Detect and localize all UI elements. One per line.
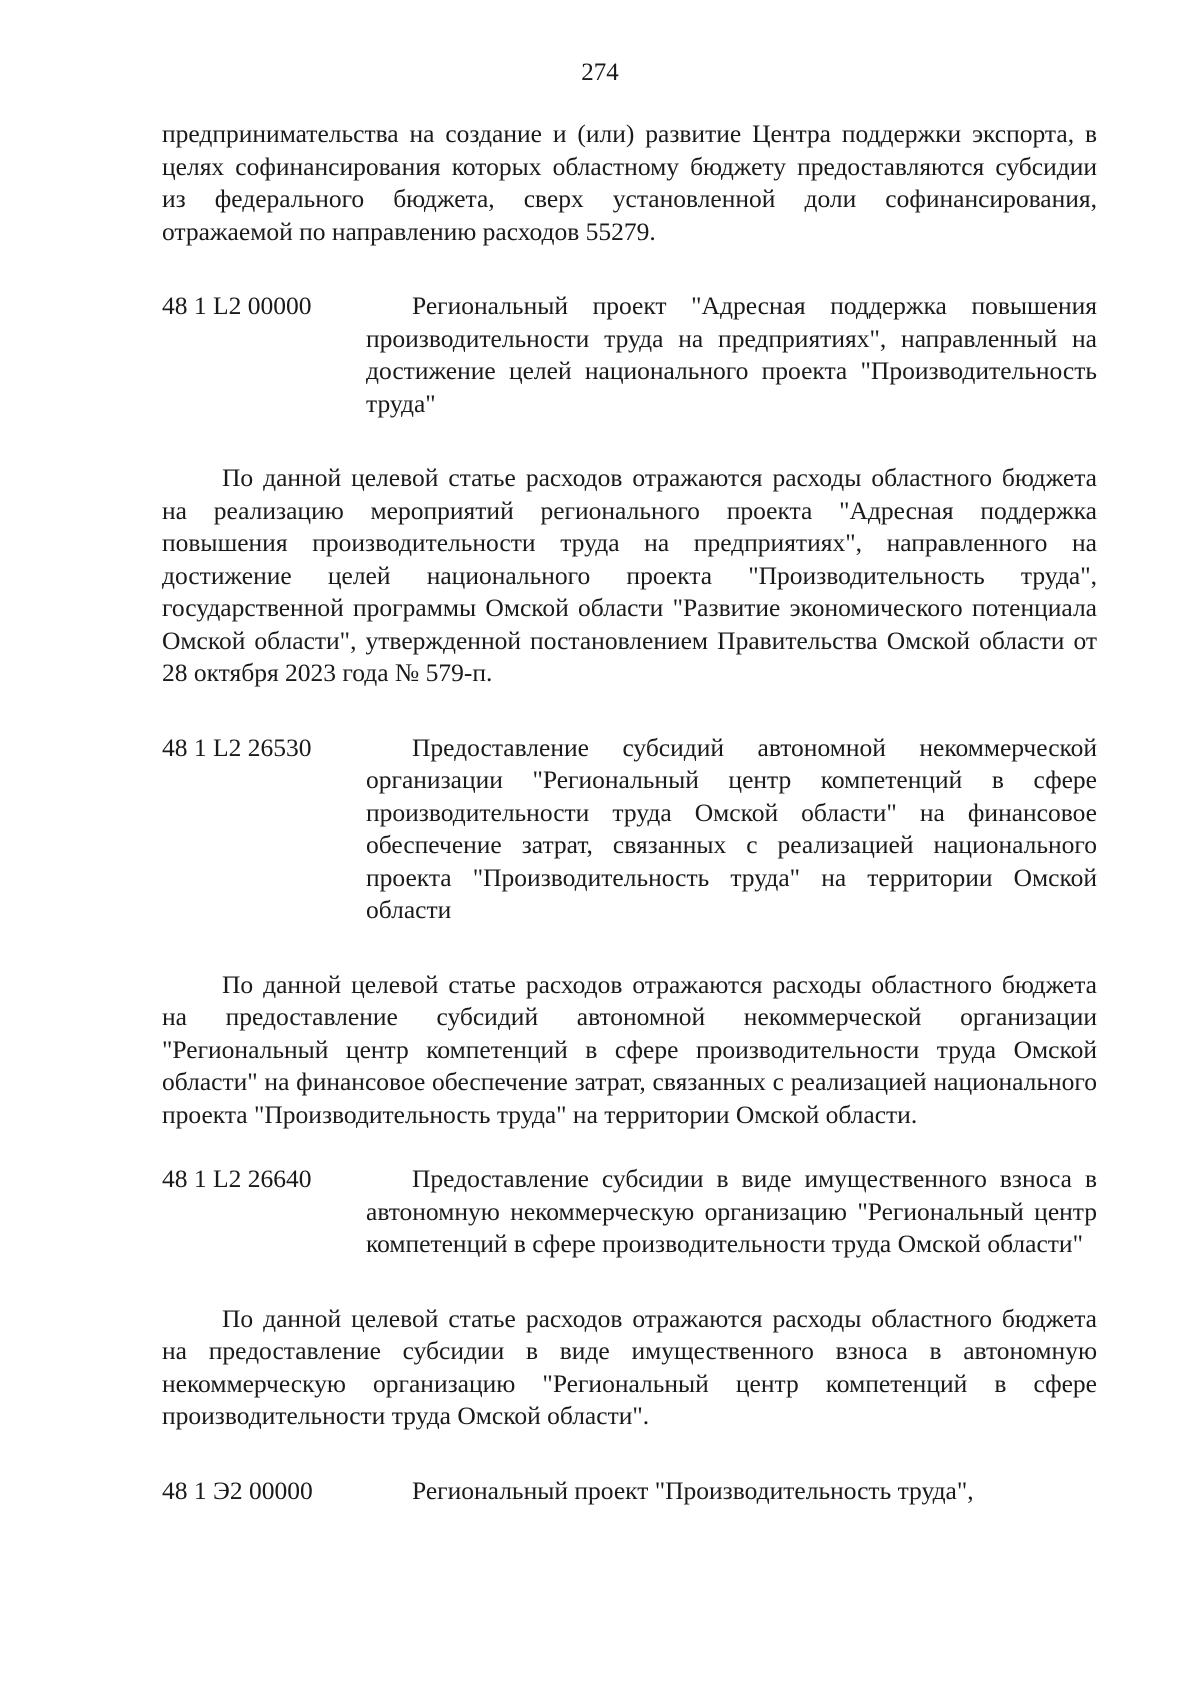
entry-title: Предоставление субсидии в виде имущественного взноса в автономную некоммерческую организацию "Региональный центр компетенций в сфере производительности труда Омской области": [366, 1164, 1097, 1258]
entry-title: Региональный проект "Производительность труда",: [412, 1475, 974, 1505]
page-number: 274: [581, 59, 619, 86]
entry-code: 48 1 L2 00000: [162, 291, 312, 320]
paragraph: По данной целевой статье расходов отражаются расходы областного бюджета на предоставление субсидии в виде имущественного взноса в автономную некоммерческую организацию "Региональный центр компетенций в сфере производительности труда Омской области".: [162, 1303, 1097, 1430]
budget-entry: [162, 732, 1097, 927]
entry-code: 48 1 L2 26530: [162, 732, 312, 762]
paragraph-continuation: предпринимательства на создание и (или) развитие Центра поддержки экспорта, в целях софинансирования которых областному бюджету предоставляются субсидии из федерального бюджета, сверх установленной доли софинансирования, отражаемой по направлению расходов 55279.: [162, 119, 1097, 246]
document-body: [162, 118, 1097, 1507]
entry-code: 48 1 Э2 00000: [162, 1475, 313, 1505]
paragraph: По данной целевой статье расходов отражаются расходы областного бюджета на реализацию мероприятий регионального проекта "Адресная поддержка повышения производительности труда на предприятиях", направленного на достижение целей национального проекта "Производительность труда", государственной программы Омской области "Развитие экономического потенциала Омской области", утвержденной постановлением Правительства Омской области от 28 октября 2023 года № 579-п.: [162, 463, 1097, 687]
budget-entry: [162, 290, 1097, 420]
entry-code: 48 1 L2 26640: [162, 1164, 312, 1193]
budget-entry: [162, 1163, 1097, 1261]
paragraph: По данной целевой статье расходов отражаются расходы областного бюджета на предоставление субсидий автономной некоммерческой организации "Региональный центр компетенций в сфере производительности труда Омской области" на финансовое обеспечение затрат, связанных с реализацией национального проекта "Производительность труда" на территории Омской области.: [162, 969, 1097, 1129]
entry-title: Предоставление субсидий автономной некоммерческой организации "Региональный центр компетенций в сфере производительности труда Омской области" на финансовое обеспечение затрат, связанных с реализацией национального проекта "Производительность труда" на территории Омской области: [366, 732, 1097, 924]
entry-title: Региональный проект "Адресная поддержка повышения производительности труда на предприятиях", направленный на достижение целей национального проекта "Производительность труда": [366, 291, 1097, 418]
budget-entry: [162, 1475, 1097, 1508]
